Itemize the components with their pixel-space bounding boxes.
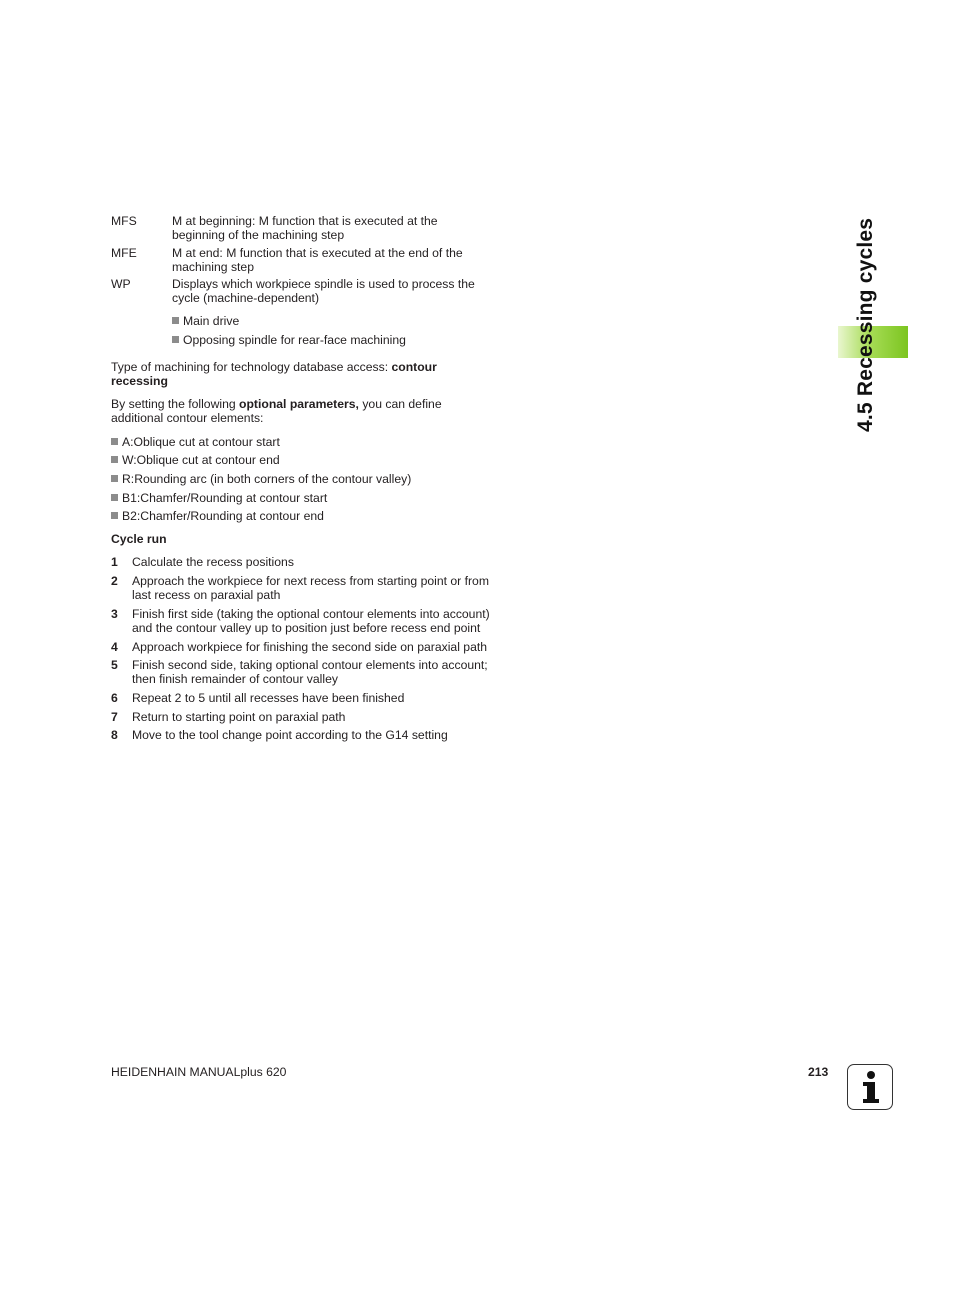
- step-text: [132, 555, 522, 569]
- param-desc-line: Displays which workpiece spindle is used to process the: [172, 277, 475, 291]
- step-line: last recess on paraxial path: [132, 588, 281, 602]
- step-text: [132, 640, 522, 654]
- type-bold: contour: [391, 360, 437, 374]
- step-line: Approach the workpiece for next recess from starting point or from: [132, 574, 489, 588]
- step-number: 3: [111, 607, 118, 621]
- list-item: [111, 435, 280, 449]
- param-key: WP: [111, 277, 131, 291]
- param-desc-line: M at beginning: M function that is executed at the: [172, 214, 438, 228]
- list-item-text: Opposing spindle for rear-face machining: [183, 333, 406, 347]
- param-key: MFS: [111, 214, 137, 228]
- list-item: [111, 453, 280, 467]
- list-item: [111, 491, 327, 505]
- param-description: [172, 277, 512, 305]
- step-number: 5: [111, 658, 118, 672]
- square-bullet-icon: [111, 456, 118, 463]
- square-bullet-icon: [111, 512, 118, 519]
- optional-text: you can define: [358, 397, 442, 411]
- param-desc-line: machining step: [172, 260, 254, 274]
- square-bullet-icon: [111, 475, 118, 482]
- optional-text: additional contour elements:: [111, 411, 264, 425]
- step-text: [132, 691, 522, 705]
- square-bullet-icon: [111, 494, 118, 501]
- info-icon: [847, 1064, 893, 1110]
- square-bullet-icon: [172, 336, 179, 343]
- section-title: 4.5 Recessing cycles: [854, 217, 877, 432]
- step-number: 4: [111, 640, 118, 654]
- list-item-text: Main drive: [183, 314, 240, 328]
- step-text: [132, 574, 522, 602]
- step-line: Move to the tool change point according to the G14 setting: [132, 728, 448, 742]
- step-number: 8: [111, 728, 118, 742]
- param-desc-line: beginning of the machining step: [172, 228, 345, 242]
- step-line: Finish second side, taking optional contour elements into account;: [132, 658, 488, 672]
- page-number: 213: [808, 1065, 829, 1079]
- step-text: [132, 710, 522, 724]
- list-item-text: R:Rounding arc (in both corners of the contour valley): [122, 472, 412, 486]
- param-description: [172, 246, 512, 274]
- param-desc-line: cycle (machine-dependent): [172, 291, 320, 305]
- step-line: Repeat 2 to 5 until all recesses have been finished: [132, 691, 405, 705]
- step-line: Calculate the recess positions: [132, 555, 294, 569]
- wp-option-opposing-spindle: [172, 333, 406, 347]
- param-description: [172, 214, 512, 242]
- step-line: Approach workpiece for finishing the second side on paraxial path: [132, 640, 488, 654]
- step-number: 2: [111, 574, 118, 588]
- optional-paragraph: [111, 397, 511, 425]
- list-item-text: A:Oblique cut at contour start: [122, 435, 280, 449]
- step-line: Return to starting point on paraxial path: [132, 710, 346, 724]
- type-bold: recessing: [111, 374, 168, 388]
- optional-bold: optional parameters,: [239, 397, 359, 411]
- footer-manual-name: HEIDENHAIN MANUALplus 620: [111, 1065, 287, 1079]
- param-desc-line: M at end: M function that is executed at the end of the: [172, 246, 463, 260]
- type-text: Type of machining for technology database access:: [111, 360, 392, 374]
- list-item-text: B1:Chamfer/Rounding at contour start: [122, 491, 328, 505]
- step-line: and the contour valley up to position just before recess end point: [132, 621, 481, 635]
- square-bullet-icon: [111, 438, 118, 445]
- list-item: [111, 509, 324, 523]
- list-item-text: B2:Chamfer/Rounding at contour end: [122, 509, 324, 523]
- step-line: Finish first side (taking the optional contour elements into account): [132, 607, 490, 621]
- step-text: [132, 658, 522, 686]
- step-number: 6: [111, 691, 118, 705]
- param-key: MFE: [111, 246, 137, 260]
- list-item-text: W:Oblique cut at contour end: [122, 453, 280, 467]
- type-paragraph: [111, 360, 511, 388]
- step-line: then finish remainder of contour valley: [132, 672, 338, 686]
- optional-text: By setting the following: [111, 397, 240, 411]
- step-number: 7: [111, 710, 118, 724]
- list-item: [111, 472, 411, 486]
- section-side-tab: [836, 210, 912, 440]
- step-text: [132, 607, 522, 635]
- step-number: 1: [111, 555, 118, 569]
- cycle-run-heading: Cycle run: [111, 532, 167, 546]
- wp-option-main-drive: [172, 314, 239, 328]
- info-icon-glyph: [848, 1065, 892, 1109]
- step-text: [132, 728, 522, 742]
- square-bullet-icon: [172, 317, 179, 324]
